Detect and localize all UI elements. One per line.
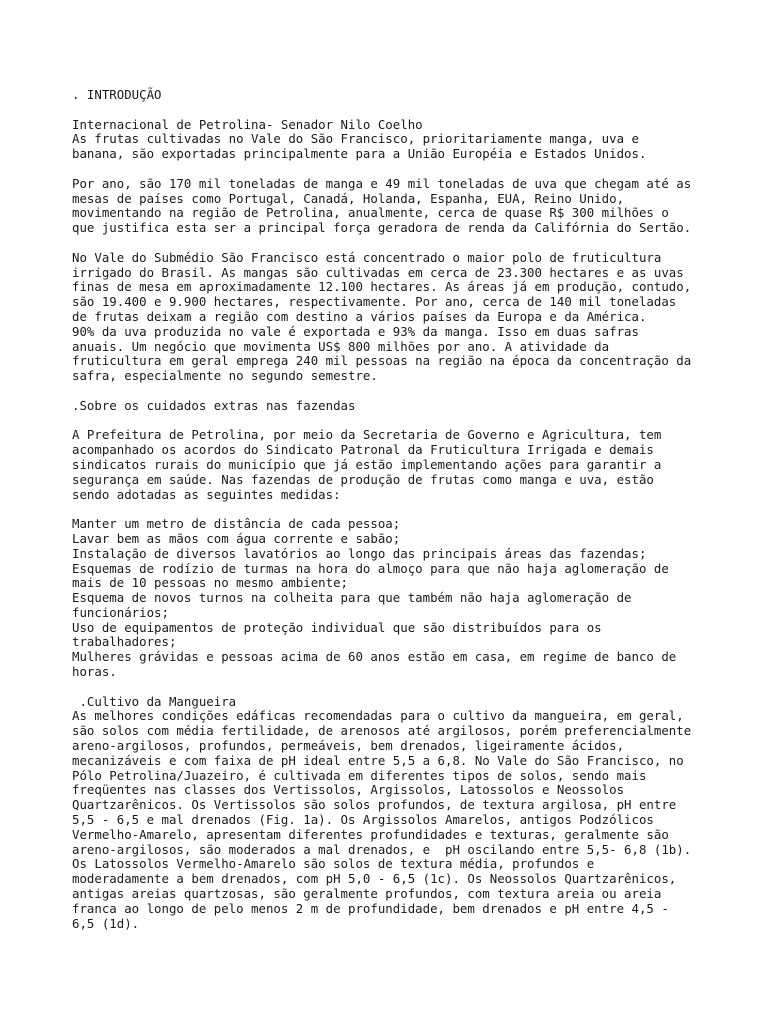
text-line: movimentando na região de Petrolina, anualmente, cerca de quase R$ 300 milhões o <box>72 205 669 221</box>
text-line: As melhores condições edáficas recomendadas para o cultivo da mangueira, em geral, <box>72 708 684 724</box>
measures-list <box>72 517 712 680</box>
text-line: Internacional de Petrolina- Senador Nilo Coelho <box>72 116 423 132</box>
text-line: Por ano, são 170 mil toneladas de manga e 49 mil toneladas de uva que chegam até as <box>72 175 692 191</box>
list-item: trabalhadores; <box>72 634 177 650</box>
list-item: Lavar bem as mãos com água corrente e sabão; <box>72 530 401 546</box>
text-line: são 19.400 e 9.900 hectares, respectivamente. Por ano, cerca de 140 mil toneladas <box>72 294 677 310</box>
text-line: franca ao longo de pelo menos 2 m de profundidade, bem drenados e pH entre 4,5 - <box>72 900 669 916</box>
text-line: anuais. Um negócio que movimenta US$ 800 milhões por ano. A atividade da <box>72 338 610 354</box>
list-item: Esquema de novos turnos na colheita para que também não haja aglomeração de <box>72 590 632 606</box>
text-line: finas de mesa em aproximadamente 12.100 hectares. As áreas já em produção, contudo, <box>72 279 692 295</box>
text-line: No Vale do Submédio São Francisco está concentrado o maior polo de fruticultura <box>72 249 662 265</box>
text-line: 90% da uva produzida no vale é exportada e 93% da manga. Isso em duas safras <box>72 323 639 339</box>
text-line: 5,5 - 6,5 e mal drenados (Fig. 1a). Os Argissolos Amarelos, antigos Podzólicos <box>72 812 654 828</box>
text-line: sindicatos rurais do município que já estão implementando ações para garantir a <box>72 456 662 472</box>
list-item: Esquemas de rodízio de turmas na hora do almoço para que não haja aglomeração de <box>72 560 669 576</box>
text-line: sendo adotadas as seguintes medidas: <box>72 486 341 502</box>
text-line: irrigado do Brasil. As mangas são cultivadas em cerca de 23.300 hectares e as uvas <box>72 264 684 280</box>
text-line: areno-argilosos, profundos, permeáveis, bem drenados, ligeiramente ácidos, <box>72 738 625 754</box>
heading-text: .Sobre os cuidados extras nas fazendas <box>72 397 356 413</box>
text-line: de frutas deixam a região com destino a vários países da Europa e da América. <box>72 308 647 324</box>
paragraph-producao-anual <box>72 177 712 236</box>
text-line: antigas areias quartzosas, são geralmente profundos, com textura areia ou areia <box>72 886 662 902</box>
section-heading-cuidados <box>72 399 712 414</box>
text-line: banana, são exportadas principalmente para a União Européia e Estados Unidos. <box>72 146 647 162</box>
text-line: 6,5 (1d). <box>72 915 140 931</box>
section-heading-introducao <box>72 88 712 103</box>
paragraph-polo-fruticultura <box>72 251 712 384</box>
text-line: safra, especialmente no segundo semestre. <box>72 368 378 384</box>
list-item: Manter um metro de distância de cada pessoa; <box>72 516 401 532</box>
list-item: mais de 10 pessoas no mesmo ambiente; <box>72 575 349 591</box>
section-heading-cultivo: .Cultivo da Mangueira <box>72 693 237 709</box>
text-line: moderadamente a bem drenados, com pH 5,0 - 6,5 (1c). Os Neossolos Quartzarênicos, <box>72 871 677 887</box>
heading-text: . INTRODUÇÃO <box>72 87 162 102</box>
list-item: Uso de equipamentos de proteção individual que são distribuídos para os <box>72 619 602 635</box>
text-line: mesas de países como Portugal, Canadá, Holanda, Espanha, EUA, Reino Unido, <box>72 190 625 206</box>
text-line: mecanizáveis e com faixa de pH ideal entre 5,5 a 6,8. No Vale do São Francisco, no <box>72 752 684 768</box>
text-line: segurança em saúde. Nas fazendas de produção de frutas como manga e uva, estão <box>72 471 654 487</box>
text-line: acompanhado os acordos do Sindicato Patronal da Fruticultura Irrigada e demais <box>72 442 654 458</box>
text-line: são solos com média fertilidade, de arenosos até argilosos, porém preferencialmente <box>72 723 692 739</box>
text-line: Quartzarênicos. Os Vertissolos são solos profundos, de textura argilosa, pH entre <box>72 797 677 813</box>
text-line: A Prefeitura de Petrolina, por meio da Secretaria de Governo e Agricultura, tem <box>72 427 662 443</box>
text-line: areno-argilosos, são moderados a mal drenados, e pH oscilando entre 5,5- 6,8 (1b). <box>72 841 692 857</box>
section-cultivo <box>72 695 712 932</box>
text-line: Pólo Petrolina/Juazeiro, é cultivada em diferentes tipos de solos, sendo mais <box>72 767 647 783</box>
text-line: fruticultura em geral emprega 240 mil pessoas na região na época da concentração da <box>72 353 692 369</box>
text-line: Os Latossolos Vermelho-Amarelo são solos de textura média, profundos e <box>72 856 595 872</box>
text-line: que justifica esta ser a principal força geradora de renda da Califórnia do Sertão. <box>72 220 692 236</box>
list-item: Instalação de diversos lavatórios ao longo das principais áreas das fazendas; <box>72 545 647 561</box>
list-item: horas. <box>72 664 117 680</box>
paragraph-prefeitura <box>72 428 712 502</box>
text-line: Vermelho-Amarelo, apresentam diferentes profundidades e texturas, geralmente são <box>72 826 669 842</box>
list-item: Mulheres grávidas e pessoas acima de 60 anos estão em casa, em regime de banco de <box>72 649 677 665</box>
text-line: As frutas cultivadas no Vale do São Francisco, prioritariamente manga, uva e <box>72 131 639 147</box>
text-line: freqüentes nas classes dos Vertissolos, Argissolos, Latossolos e Neossolos <box>72 782 625 798</box>
document-page <box>72 88 712 931</box>
paragraph-frutas-exportadas <box>72 118 712 162</box>
list-item: funcionários; <box>72 604 169 620</box>
